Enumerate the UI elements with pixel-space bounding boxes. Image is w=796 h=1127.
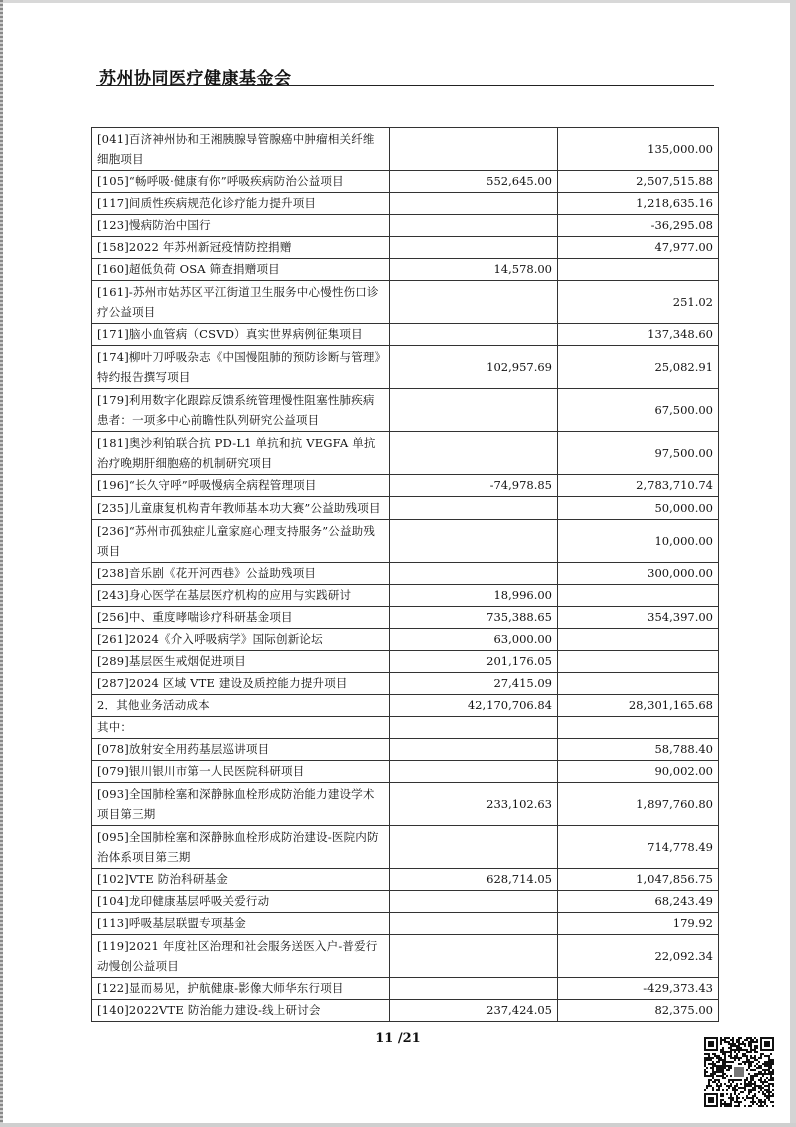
- item-name-cell: [113]呼吸基层联盟专项基金: [92, 913, 390, 935]
- previous-amount-cell: [558, 629, 719, 651]
- previous-amount-cell: 28,301,165.68: [558, 695, 719, 717]
- previous-amount-cell: -429,373.43: [558, 978, 719, 1000]
- item-name-cell: [041]百济神州协和王湘胰腺导管腺癌中肿瘤相关纤维细胞项目: [92, 128, 390, 171]
- table-row: [92, 826, 719, 869]
- current-amount-cell: 27,415.09: [390, 673, 558, 695]
- item-name-cell: 其中：: [92, 717, 390, 739]
- item-name-cell: [078]放射安全用药基层巡讲项目: [92, 739, 390, 761]
- item-name-cell: [243]身心医学在基层医疗机构的应用与实践研讨: [92, 585, 390, 607]
- item-name-cell: [123]慢病防治中国行: [92, 215, 390, 237]
- item-name-cell: [174]柳叶刀呼吸杂志《中国慢阻肺的预防诊断与管理》特约报告撰写项目: [92, 346, 390, 389]
- current-amount-cell: [390, 324, 558, 346]
- item-name-cell: [102]VTE 防治科研基金: [92, 869, 390, 891]
- table-row: [92, 497, 719, 520]
- table-row: [92, 563, 719, 585]
- item-name-cell: [158]2022 年苏州新冠疫情防控捐赠: [92, 237, 390, 259]
- previous-amount-cell: 68,243.49: [558, 891, 719, 913]
- table-row: [92, 869, 719, 891]
- table-row: [92, 585, 719, 607]
- table-row: [92, 913, 719, 935]
- item-name-cell: [261]2024《介入呼吸病学》国际创新论坛: [92, 629, 390, 651]
- previous-amount-cell: 135,000.00: [558, 128, 719, 171]
- previous-amount-cell: 1,897,760.80: [558, 783, 719, 826]
- current-amount-cell: [390, 913, 558, 935]
- table-row: [92, 128, 719, 171]
- table-row: [92, 891, 719, 913]
- current-amount-cell: 102,957.69: [390, 346, 558, 389]
- table-row: [92, 695, 719, 717]
- current-amount-cell: [390, 237, 558, 259]
- previous-amount-cell: 2,783,710.74: [558, 475, 719, 497]
- item-name-cell: [117]间质性疾病规范化诊疗能力提升项目: [92, 193, 390, 215]
- current-amount-cell: [390, 128, 558, 171]
- previous-amount-cell: 47,977.00: [558, 237, 719, 259]
- current-amount-cell: [390, 520, 558, 563]
- item-name-cell: [105]“畅呼吸·健康有你”呼吸疾病防治公益项目: [92, 171, 390, 193]
- table-row: [92, 520, 719, 563]
- item-name-cell: [181]奥沙利铂联合抗 PD-L1 单抗和抗 VEGFA 单抗治疗晚期肝细胞癌的机制研究项目: [92, 432, 390, 475]
- previous-amount-cell: 90,002.00: [558, 761, 719, 783]
- previous-amount-cell: [558, 673, 719, 695]
- item-name-cell: [140]2022VTE 防治能力建设-线上研讨会: [92, 1000, 390, 1022]
- page-number: 11 /21: [375, 1031, 421, 1046]
- current-amount-cell: [390, 563, 558, 585]
- current-amount-cell: 233,102.63: [390, 783, 558, 826]
- previous-amount-cell: 22,092.34: [558, 935, 719, 978]
- current-amount-cell: 735,388.65: [390, 607, 558, 629]
- current-amount-cell: 42,170,706.84: [390, 695, 558, 717]
- previous-amount-cell: [558, 259, 719, 281]
- item-name-cell: [122]显而易见，护航健康-影像大师华东行项目: [92, 978, 390, 1000]
- previous-amount-cell: 1,047,856.75: [558, 869, 719, 891]
- item-name-cell: [171]脑小血管病（CSVD）真实世界病例征集项目: [92, 324, 390, 346]
- item-name-cell: [256]中、重度哮喘诊疗科研基金项目: [92, 607, 390, 629]
- table-row: [92, 607, 719, 629]
- page-bottom-edge: [0, 1123, 796, 1127]
- table-row: [92, 629, 719, 651]
- page-right-edge: [790, 0, 796, 1127]
- previous-amount-cell: 58,788.40: [558, 739, 719, 761]
- page-top-edge: [0, 0, 796, 3]
- table-row: [92, 1000, 719, 1022]
- table-row: [92, 346, 719, 389]
- table-row: [92, 237, 719, 259]
- table-row: [92, 389, 719, 432]
- qr-code-icon: [704, 1037, 774, 1107]
- table-row: [92, 978, 719, 1000]
- current-amount-cell: [390, 891, 558, 913]
- item-name-cell: [093]全国肺栓塞和深静脉血栓形成防治能力建设学术项目第三期: [92, 783, 390, 826]
- current-amount-cell: 63,000.00: [390, 629, 558, 651]
- current-amount-cell: 18,996.00: [390, 585, 558, 607]
- previous-amount-cell: [558, 585, 719, 607]
- previous-amount-cell: 25,082.91: [558, 346, 719, 389]
- item-name-cell: [179]利用数字化跟踪反馈系统管理慢性阻塞性肺疾病患者：一项多中心前瞻性队列研究公益项目: [92, 389, 390, 432]
- organization-title: 苏州协同医疗健康基金会: [99, 69, 292, 89]
- table-row: [92, 432, 719, 475]
- item-name-cell: [235]儿童康复机构青年教师基本功大赛”公益助残项目: [92, 497, 390, 520]
- item-name-cell: [104]龙印健康基层呼吸关爱行动: [92, 891, 390, 913]
- current-amount-cell: [390, 761, 558, 783]
- item-name-cell: [238]音乐剧《花开河西巷》公益助残项目: [92, 563, 390, 585]
- previous-amount-cell: 300,000.00: [558, 563, 719, 585]
- previous-amount-cell: -36,295.08: [558, 215, 719, 237]
- table-row: [92, 215, 719, 237]
- table-row: [92, 324, 719, 346]
- table-row: [92, 935, 719, 978]
- previous-amount-cell: 10,000.00: [558, 520, 719, 563]
- previous-amount-cell: 67,500.00: [558, 389, 719, 432]
- current-amount-cell: -74,978.85: [390, 475, 558, 497]
- current-amount-cell: [390, 497, 558, 520]
- current-amount-cell: [390, 432, 558, 475]
- previous-amount-cell: 82,375.00: [558, 1000, 719, 1022]
- item-name-cell: [161]-苏州市姑苏区平江街道卫生服务中心慢性伤口诊疗公益项目: [92, 281, 390, 324]
- current-amount-cell: [390, 215, 558, 237]
- current-amount-cell: [390, 739, 558, 761]
- table-row: [92, 717, 719, 739]
- previous-amount-cell: 354,397.00: [558, 607, 719, 629]
- current-amount-cell: [390, 717, 558, 739]
- table-row: [92, 651, 719, 673]
- table-row: [92, 783, 719, 826]
- item-name-cell: [196]“长久守呼”呼吸慢病全病程管理项目: [92, 475, 390, 497]
- current-amount-cell: [390, 826, 558, 869]
- cost-table-body: [92, 128, 719, 1022]
- current-amount-cell: 552,645.00: [390, 171, 558, 193]
- previous-amount-cell: 179.92: [558, 913, 719, 935]
- current-amount-cell: [390, 281, 558, 324]
- header-divider: [96, 85, 714, 86]
- table-row: [92, 259, 719, 281]
- previous-amount-cell: [558, 651, 719, 673]
- previous-amount-cell: 97,500.00: [558, 432, 719, 475]
- previous-amount-cell: 50,000.00: [558, 497, 719, 520]
- current-amount-cell: 628,714.05: [390, 869, 558, 891]
- previous-amount-cell: 714,778.49: [558, 826, 719, 869]
- table-row: [92, 739, 719, 761]
- current-amount-cell: [390, 389, 558, 432]
- previous-amount-cell: 137,348.60: [558, 324, 719, 346]
- table-row: [92, 193, 719, 215]
- item-name-cell: [287]2024 区域 VTE 建设及质控能力提升项目: [92, 673, 390, 695]
- page-left-edge: [0, 0, 3, 1127]
- current-amount-cell: [390, 978, 558, 1000]
- current-amount-cell: [390, 193, 558, 215]
- item-name-cell: [079]银川银川市第一人民医院科研项目: [92, 761, 390, 783]
- item-name-cell: [119]2021 年度社区治理和社会服务送医入户-普爱行动慢创公益项目: [92, 935, 390, 978]
- cost-table: [91, 127, 719, 1022]
- previous-amount-cell: 251.02: [558, 281, 719, 324]
- item-name-cell: [095]全国肺栓塞和深静脉血栓形成防治建设-医院内防治体系项目第三期: [92, 826, 390, 869]
- item-name-cell: [236]“苏州市孤独症儿童家庭心理支持服务”公益助残项目: [92, 520, 390, 563]
- current-amount-cell: 14,578.00: [390, 259, 558, 281]
- current-amount-cell: 237,424.05: [390, 1000, 558, 1022]
- table-row: [92, 673, 719, 695]
- table-row: [92, 761, 719, 783]
- table-row: [92, 475, 719, 497]
- previous-amount-cell: 1,218,635.16: [558, 193, 719, 215]
- table-row: [92, 281, 719, 324]
- item-name-cell: 2．其他业务活动成本: [92, 695, 390, 717]
- current-amount-cell: [390, 935, 558, 978]
- previous-amount-cell: 2,507,515.88: [558, 171, 719, 193]
- item-name-cell: [160]超低负荷 OSA 筛查捐赠项目: [92, 259, 390, 281]
- item-name-cell: [289]基层医生戒烟促进项目: [92, 651, 390, 673]
- table-row: [92, 171, 719, 193]
- current-amount-cell: 201,176.05: [390, 651, 558, 673]
- previous-amount-cell: [558, 717, 719, 739]
